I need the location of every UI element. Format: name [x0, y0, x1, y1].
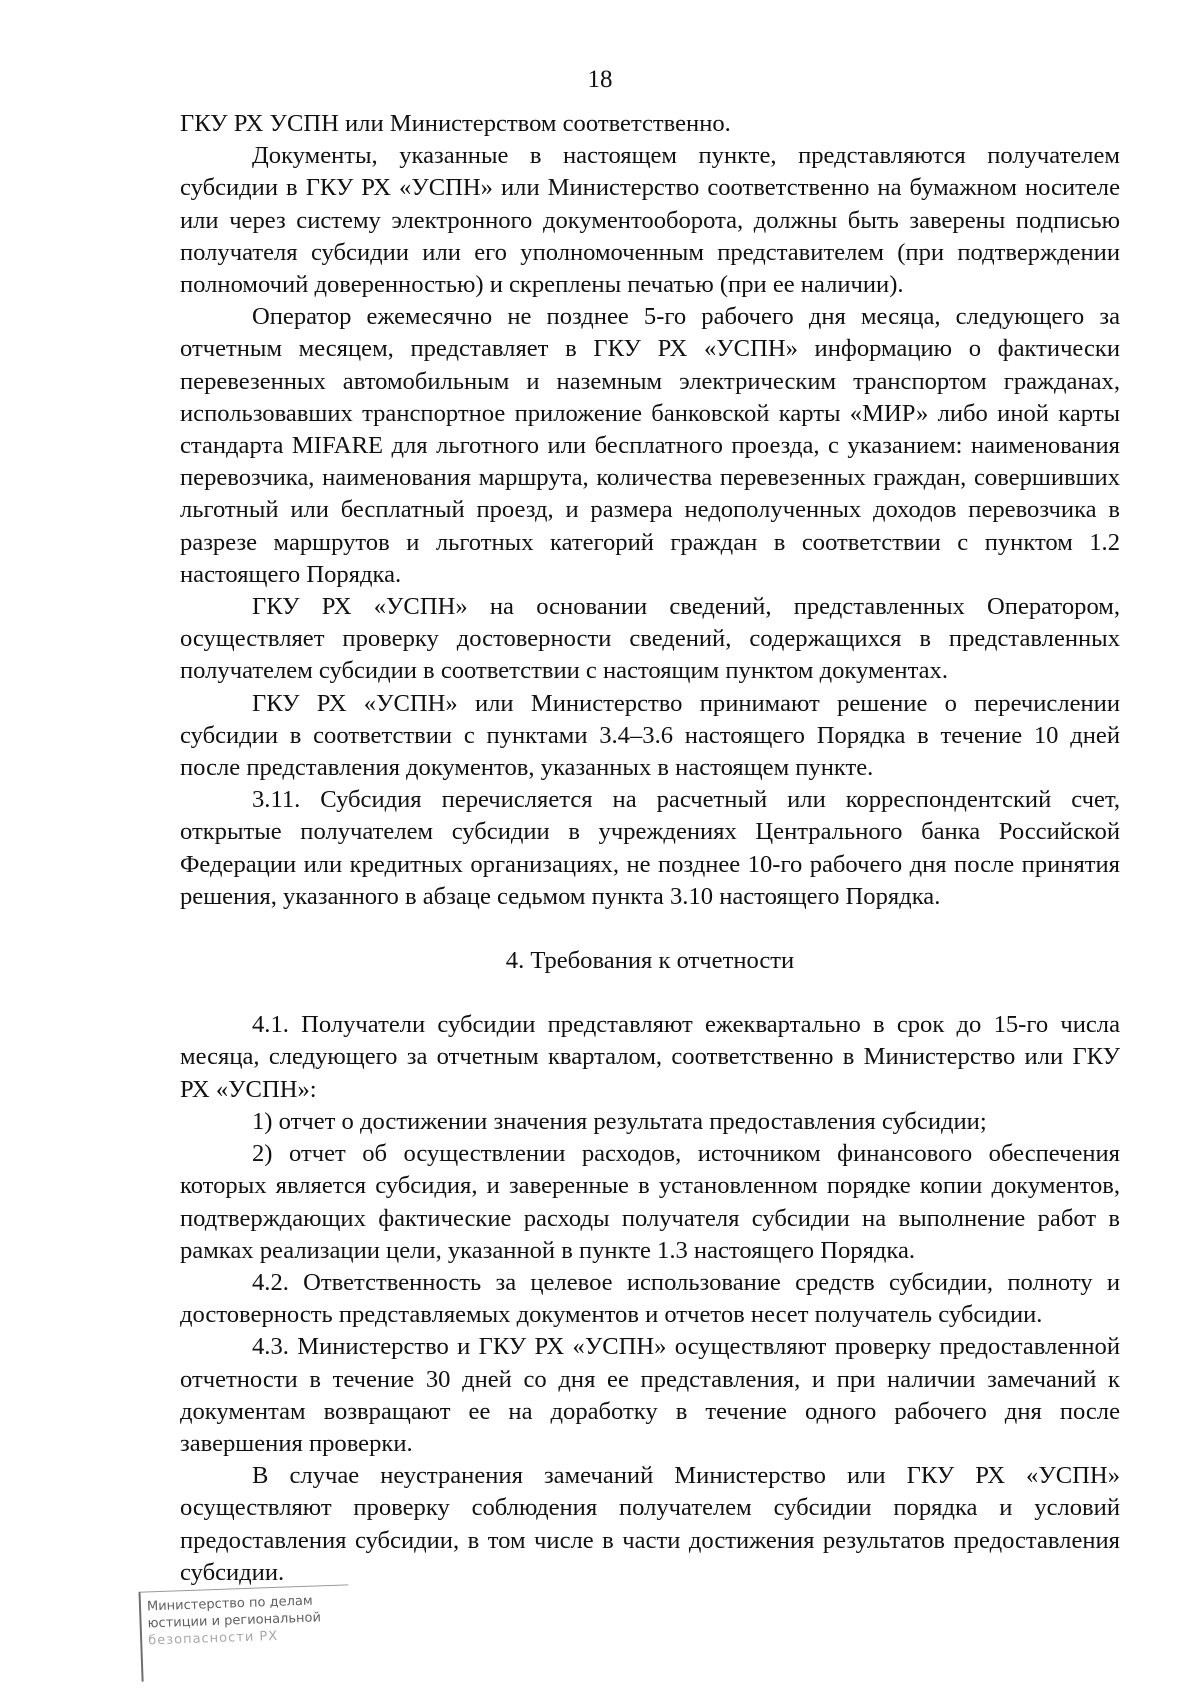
paragraph: 4.2. Ответственность за целевое использование средств субсидии, полноту и достоверность представляемых документов и отчетов несет получатель субсидии. — [180, 1268, 1120, 1329]
list-item: 1) отчет о достижении значения результата предоставления субсидии; — [252, 1107, 987, 1135]
paragraph: ГКУ РХ «УСПН» на основании сведений, представленных Оператором, осуществляет проверку достоверности сведений, содержащихся в представленных получателем субсидии в соответствии с настоящим пунктом документах. — [180, 593, 1120, 685]
document-body — [180, 108, 1120, 1589]
stamp-line: юстиции и региональной — [147, 1610, 322, 1632]
paragraph: Документы, указанные в настоящем пункте, представляются получателем субсидии в ГКУ РХ «УСПН» или Министерство соответственно на бумажном носителе или через систему электронного документооборота, должны быть заверены подписью получателя субсидии или его уполномоченным представителем (при подтверждении полномочий доверенностью) и скреплены печатью (при ее наличии). — [180, 142, 1120, 299]
paragraph: Оператор ежемесячно не позднее 5-го рабочего дня месяца, следующего за отчетным месяцем, представляет в ГКУ РХ «УСПН» информацию о фактически перевезенных автомобильным и наземным электрическим транспортом гражданах, использовавших транспортное приложение банковской карты «МИР» либо иной карты стандарта MIFARE для льготного или бесплатного проезда, с указанием: наименования перевозчика, наименования маршрута, количества перевезенных граждан, совершивших льготный или бесплатный проезд, и размера недополученных доходов перевозчика в разрезе маршрутов и льготных категорий граждан в соответствии с пунктом 1.2 настоящего Порядка. — [180, 303, 1120, 588]
paragraph: 4.3. Министерство и ГКУ РХ «УСПН» осуществляют проверку предоставленной отчетности в течение 30 дней со дня ее представления, и при наличии замечаний к документам возвращают ее на доработку в течение одного рабочего дня после завершения проверки. — [180, 1333, 1120, 1457]
page-number: 18 — [587, 66, 613, 93]
ministry-stamp — [138, 1584, 351, 1681]
paragraph: В случае неустранения замечаний Министерство или ГКУ РХ «УСПН» осуществляют проверку соблюдения получателем субсидии порядка и условий предоставления субсидии, в том числе в части достижения результатов предоставления субсидии. — [180, 1462, 1120, 1586]
paragraph: 3.11. Субсидия перечисляется на расчетный или корреспондентский счет, открытые получателем субсидии в учреждениях Центрального банка Российской Федерации или кредитных организациях, не позднее 10-го рабочего дня после принятия решения, указанного в абзаце седьмом пункта 3.10 настоящего Порядка. — [180, 786, 1120, 910]
stamp-line: безопасности РХ — [147, 1628, 279, 1649]
paragraph: ГКУ РХ «УСПН» или Министерство принимают решение о перечислении субсидии в соответствии с пунктами 3.4–3.6 настоящего Порядка в течение 10 дней после представления документов, указанных в настоящем пункте. — [180, 689, 1120, 782]
section-heading: 4. Требования к отчетности — [505, 947, 795, 975]
stamp-line: Министерство по делам — [146, 1593, 313, 1615]
paragraph: ГКУ РХ УСПН или Министерством соответственно. — [180, 110, 731, 137]
paragraph: 4.1. Получатели субсидии представляют ежеквартально в срок до 15-го числа месяца, следующего за отчетным кварталом, соответственно в Министерство или ГКУ РХ «УСПН»: — [180, 1011, 1120, 1103]
list-item: 2) отчет об осуществлении расходов, источником финансового обеспечения которых является субсидия, и заверенные в установленном порядке копии документов, подтверждающих фактические расходы получателя субсидии на выполнение работ в рамках реализации цели, указанной в пункте 1.3 настоящего Порядка. — [180, 1140, 1120, 1264]
